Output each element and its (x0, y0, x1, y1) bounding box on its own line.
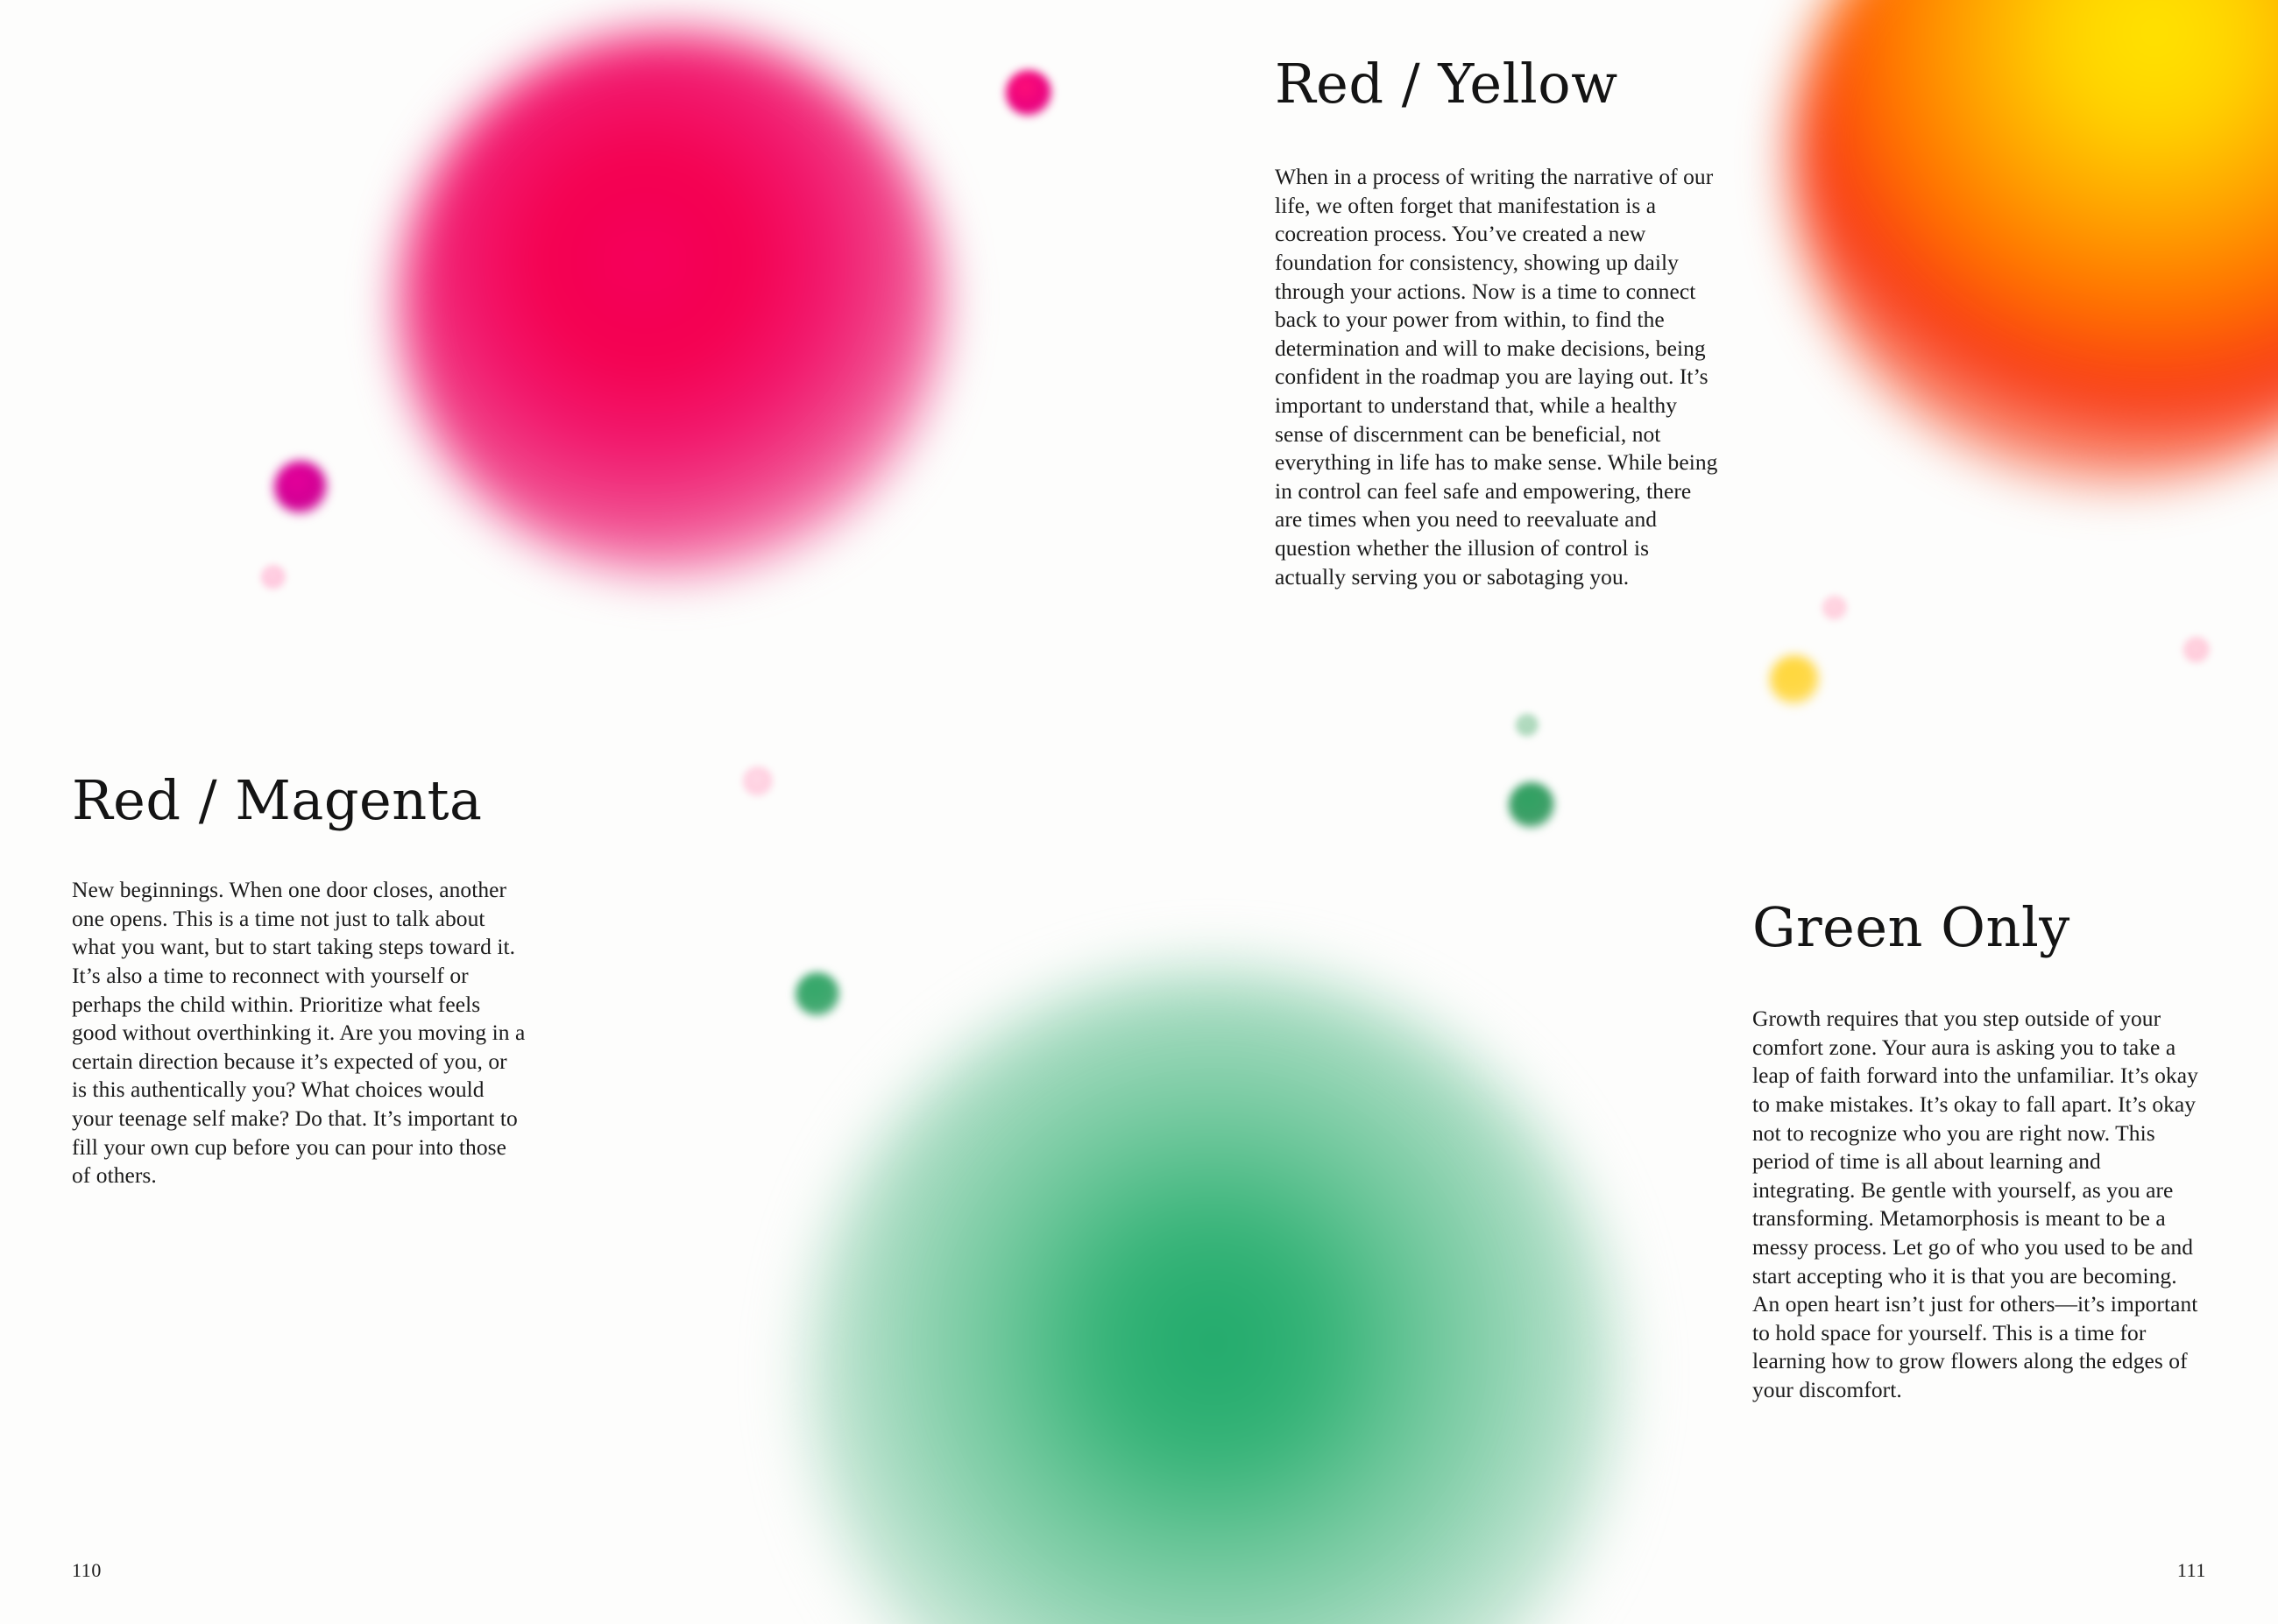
section-heading-green-only: Green Only (1752, 895, 2070, 959)
small-pale-pink-dot-4 (2183, 637, 2210, 663)
small-pale-pink-dot (261, 565, 286, 590)
section-red-yellow (1275, 54, 1748, 591)
pink-aura-orb (399, 31, 946, 578)
section-red-magenta (72, 768, 536, 1190)
small-magenta-dot (1006, 70, 1051, 116)
section-heading-red-magenta: Red / Magenta (72, 768, 483, 832)
small-pale-green-dot (1516, 714, 1539, 737)
section-heading-red-yellow: Red / Yellow (1275, 52, 1618, 116)
small-pale-pink-dot-2 (743, 766, 773, 796)
small-magenta-dot-2 (274, 461, 327, 513)
section-green-only (1752, 895, 2225, 1405)
small-green-dot-2 (796, 972, 839, 1016)
page-number-right: 111 (2176, 1559, 2206, 1581)
small-pale-pink-dot-3 (1822, 596, 1847, 620)
small-yellow-dot (1770, 655, 1819, 704)
green-aura-orb (806, 968, 1621, 1624)
section-body-red-magenta: New beginnings. When one door closes, another one opens. This is a time not just to talk about what you want, but to start taking steps toward it. It’s also a time to reconnect with yourself or perhaps the child within. Prioritize what feels good without overthinking it. Are you moving in a certain direction because it’s expected of you, or is this authentically you? What choices would your teenage self make? Do that. It’s important to fill your own cup before you can pour into those of others. (72, 877, 526, 1189)
page-number-left: 110 (72, 1559, 102, 1581)
section-body-green-only: Growth requires that you step outside of your comfort zone. Your aura is asking you to take a leap of faith forward into the unfamiliar. It’s okay to make mistakes. It’s okay to fall apart. It’s okay not to recognize who you are right now. This period of time is all about learning and integrating. Be gentle with yourself, as you are transforming. Metamorphosis is meant to be a messy process. Let go of who you used to be and start accepting who it is that you are becoming. An open heart isn’t just for others—it’s important to hold space for yourself. This is a time for learning how to grow flowers along the edges of your discomfort. (1752, 1006, 2198, 1402)
small-green-dot (1509, 782, 1554, 828)
orange-yellow-aura-orb (1792, 0, 2278, 486)
section-body-red-yellow: When in a process of writing the narrative of our life, we often forget that manifestation is a cocreation process. You’ve created a new foundation for consistency, showing up daily through your actions. Now is a time to connect back to your power from within, to find the determination and will to make decisions, being confident in the roadmap you are laying out. It’s important to understand that, while a healthy sense of discernment can be beneficial, not everything in life has to make sense. While being in control can feel safe and empowering, there are times when you need to reevaluate and question whether the illusion of control is actually serving you or sabotaging you. (1275, 164, 1718, 590)
